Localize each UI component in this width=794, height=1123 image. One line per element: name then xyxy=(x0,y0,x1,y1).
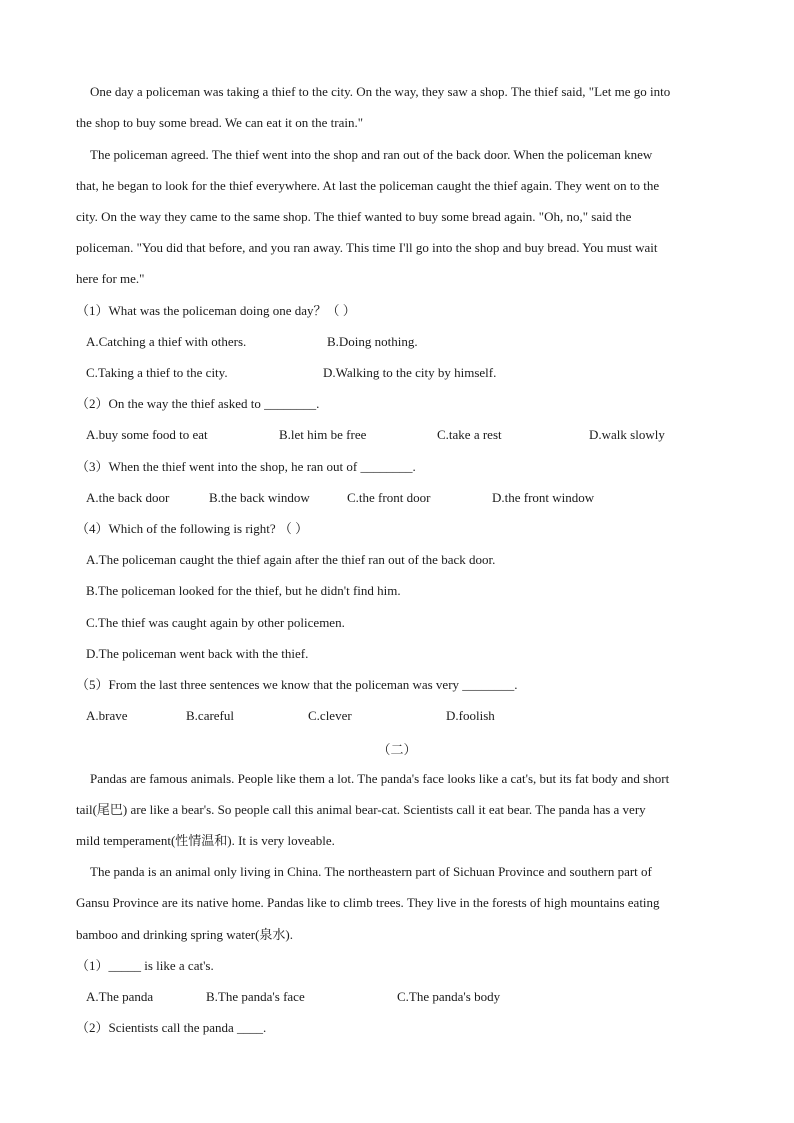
question-stem: （5）From the last three sentences we know that the policeman was very ________. xyxy=(76,677,518,692)
question-stem: （2）On the way the thief asked to ________. xyxy=(76,396,320,411)
option: D.The policeman went back with the thief. xyxy=(86,646,309,661)
option: D.foolish xyxy=(446,708,495,723)
option: C.take a rest xyxy=(437,427,502,442)
option: A.buy some food to eat xyxy=(86,427,208,442)
option: B.Doing nothing. xyxy=(327,334,418,349)
question-stem: （2）Scientists call the panda ____. xyxy=(76,1020,267,1035)
question-stem: （1）_____ is like a cat's. xyxy=(76,958,214,973)
passage-line: bamboo and drinking spring water(泉水). xyxy=(76,927,293,942)
option: B.careful xyxy=(186,708,235,723)
option: C.clever xyxy=(308,708,352,723)
passage-line: policeman. "You did that before, and you ran away. This time I'll go into the shop and buy bread. You must wait xyxy=(76,240,658,255)
passage-line: One day a policeman was taking a thief to the city. On the way, they saw a shop. The thief said, "Let me go into xyxy=(90,84,671,99)
option: D.the front window xyxy=(492,490,595,505)
passage-line: Gansu Province are its native home. Pandas like to climb trees. They live in the forests of high mountains eating xyxy=(76,895,660,910)
passage-line: mild temperament(性情温和). It is very loveable. xyxy=(76,833,335,848)
passage-line: here for me." xyxy=(76,271,145,286)
question-stem: （1）What was the policeman doing one day？（ ） xyxy=(76,303,356,318)
section-heading: （二） xyxy=(377,742,417,757)
passage-line: the shop to buy some bread. We can eat it on the train." xyxy=(76,115,364,130)
option: A.the back door xyxy=(86,490,170,505)
passage-line: tail(尾巴) are like a bear's. So people call this animal bear-cat. Scientists call it eat bear. The panda has a very xyxy=(76,802,646,817)
passage-line: The panda is an animal only living in China. The northeastern part of Sichuan Province and southern part of xyxy=(90,864,652,879)
option: D.walk slowly xyxy=(589,427,665,442)
option: C.the front door xyxy=(347,490,431,505)
option: A.The policeman caught the thief again after the thief ran out of the back door. xyxy=(86,552,496,567)
passage-line: Pandas are famous animals. People like them a lot. The panda's face looks like a cat's, but its fat body and short xyxy=(90,771,670,786)
passage-line: The policeman agreed. The thief went into the shop and ran out of the back door. When the policeman knew xyxy=(90,147,653,162)
option: B.The policeman looked for the thief, but he didn't find him. xyxy=(86,583,401,598)
option: B.the back window xyxy=(209,490,310,505)
option: C.The thief was caught again by other policemen. xyxy=(86,615,345,630)
option: A.The panda xyxy=(86,989,154,1004)
option: C.Taking a thief to the city. xyxy=(86,365,228,380)
passage-line: that, he began to look for the thief everywhere. At last the policeman caught the thief again. They went on to the xyxy=(76,178,660,193)
option: C.The panda's body xyxy=(397,989,501,1004)
question-stem: （4）Which of the following is right? （ ） xyxy=(76,521,309,536)
question-stem: （3）When the thief went into the shop, he ran out of ________. xyxy=(76,459,416,474)
passage-line: city. On the way they came to the same shop. The thief wanted to buy some bread again. "Oh, no," said the xyxy=(76,209,632,224)
option: B.The panda's face xyxy=(206,989,305,1004)
option: A.brave xyxy=(86,708,128,723)
option: D.Walking to the city by himself. xyxy=(323,365,497,380)
option: B.let him be free xyxy=(279,427,367,442)
option: A.Catching a thief with others. xyxy=(86,334,247,349)
